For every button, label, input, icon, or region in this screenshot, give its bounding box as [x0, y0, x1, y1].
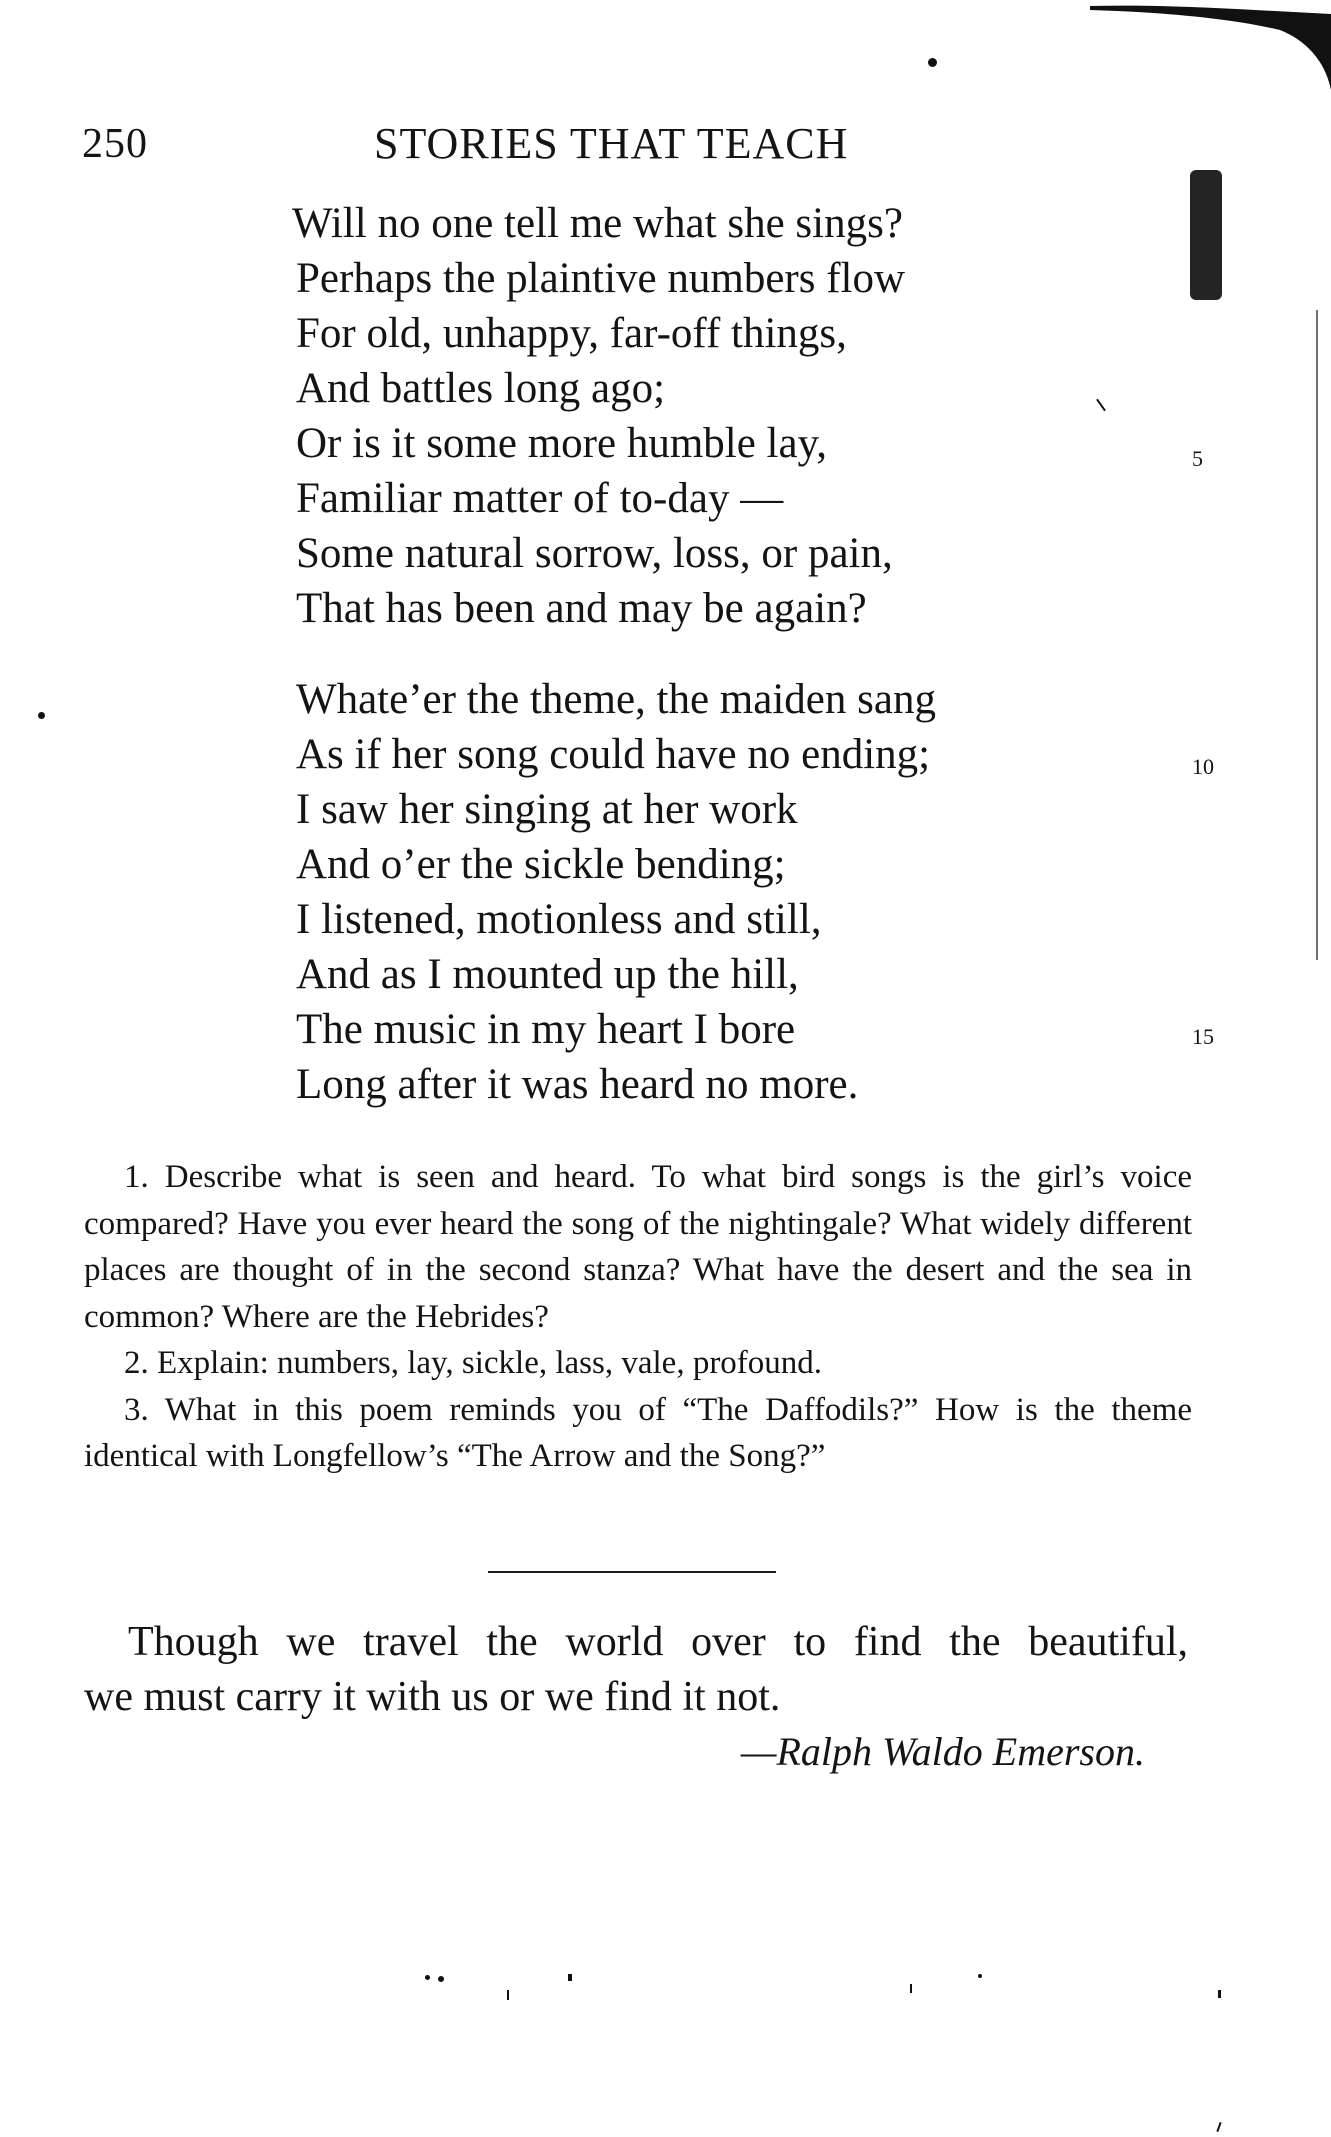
poem-line: I listened, motionless and still,	[296, 896, 822, 943]
scan-speck	[978, 1974, 982, 1978]
poem-stanza-1	[292, 196, 906, 636]
scan-speck	[38, 712, 45, 719]
question-2: 2. Explain: numbers, lay, sickle, lass, vale, profound.	[124, 1345, 823, 1381]
question-3: 3. What in this poem reminds you of “The Daffodils?” How is the theme identical with Longfellow’s “The Arrow and the Song?”	[84, 1391, 1192, 1474]
study-questions	[84, 1154, 1192, 1480]
scan-speck	[910, 1984, 912, 1993]
poem-line: Whate’er the theme, the maiden sang	[296, 676, 936, 723]
line-number-15: 15	[1192, 1024, 1214, 1049]
scan-speck	[438, 1976, 444, 1982]
poem-line: And as I mounted up the hill,	[296, 951, 799, 998]
poem-line: And battles long ago;	[296, 365, 666, 412]
poem-line: Or is it some more humble lay,	[296, 420, 828, 467]
binding-shadow	[1190, 170, 1222, 300]
poem-stanza-2	[296, 672, 936, 1112]
poem-line: Will no one tell me what she sings?	[292, 200, 903, 247]
quote-line-1: Though we travel the world over to find the beautiful,	[128, 1619, 1188, 1665]
poem-line: Some natural sorrow, loss, or pain,	[296, 530, 893, 577]
quote-attribution: —Ralph Waldo Emerson.	[740, 1729, 1145, 1774]
poem-line: As if her song could have no ending;	[296, 731, 931, 778]
scan-speck	[1096, 399, 1106, 412]
poem-line: Long after it was heard no more.	[296, 1061, 859, 1108]
poem-line: Perhaps the plaintive numbers flow	[296, 255, 906, 302]
scan-speck	[568, 1974, 572, 1981]
page-corner-shadow	[1090, 0, 1331, 90]
scan-speck	[507, 1990, 509, 2000]
poem-line: For old, unhappy, far-off things,	[296, 310, 847, 357]
poem-line: That has been and may be again?	[296, 585, 867, 632]
poem-line: Familiar matter of to-day —	[296, 475, 784, 522]
poem-line: I saw her singing at her work	[296, 786, 798, 833]
poem-line: And o’er the sickle bending;	[296, 841, 786, 888]
scan-speck	[425, 1975, 430, 1980]
poem-line: The music in my heart I bore	[296, 1006, 796, 1053]
page-number: 250	[82, 121, 148, 167]
margin-rule	[1316, 310, 1318, 960]
emerson-quote	[84, 1615, 1188, 1725]
scan-speck	[1216, 2122, 1221, 2132]
scan-speck	[928, 58, 937, 67]
question-1: 1. Describe what is seen and heard. To what bird songs is the girl’s voice compared? Have you ever heard the song of the nightingale? What widely different places are thought of in the second stanza? What have the desert and the sea in common? Where are the Hebrides?	[84, 1159, 1192, 1335]
line-number-10: 10	[1192, 754, 1214, 779]
line-number-5: 5	[1192, 446, 1203, 471]
running-head: STORIES THAT TEACH	[374, 119, 849, 168]
scan-speck	[1218, 1990, 1221, 1998]
section-divider	[488, 1571, 776, 1573]
quote-line-2: we must carry it with us or we find it not.	[84, 1674, 781, 1720]
